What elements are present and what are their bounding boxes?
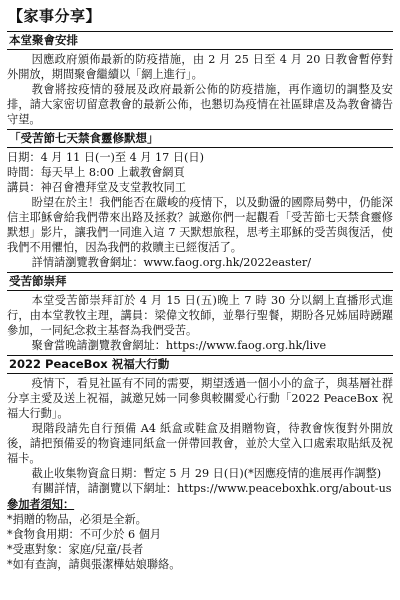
section-gathering-arrangements <box>7 31 393 127</box>
peacebox-link[interactable]: 有關詳情，請瀏覽以下網址：https://www.peaceboxhk.org/about-us <box>31 482 392 495</box>
gathering-paragraph-1: 因應政府頒佈最新的防疫措施，由 2 月 25 日至 4 月 20 日教會暫停對外開放，期間聚會繼續以「網上進行」。 <box>7 53 393 81</box>
section-good-friday-service <box>7 272 393 353</box>
section-peacebox <box>7 355 393 496</box>
gathering-paragraph-2: 教會將按疫情的發展及政府最新公佈的防疫措施，再作適切的調整及安排，請大家密切留意教會的最新公佈，也懇切為疫情在社區肆虐及為教會禱告守望。 <box>7 83 393 126</box>
peacebox-deadline: 截止收集物資盒日期：暫定 5 月 29 日(日)(*因應疫情的進展再作調整) <box>31 467 382 480</box>
page-title: 【家事分享】 <box>8 7 102 25</box>
participant-notes <box>7 497 393 572</box>
notes-item: *食物食用期：不可少於 6 個月 <box>7 528 162 541</box>
notes-item: *捐贈的物品，必須是全新。 <box>7 513 147 526</box>
fasting-time: 時間：每天早上 8:00 上載教會網頁 <box>7 166 185 179</box>
notes-item: *如有查詢，請與張潔樺姑娘聯絡。 <box>7 558 181 571</box>
section-heading-peacebox: 2022 PeaceBox 祝福大行動 <box>7 355 393 374</box>
fasting-link[interactable]: 詳情請瀏覽教會網址：www.faog.org.hk/2022easter/ <box>31 256 312 269</box>
good-friday-body: 本堂受苦節崇拜訂於 4 月 15 日(五)晚上 7 時 30 分以網上直播形式進行，由本堂教牧主理，講員：梁偉文牧師，並舉行聖餐，期盼各兄姊屆時踴躍參加，一同紀念救主基督為我們受苦。 <box>7 294 393 337</box>
section-heading-good-friday: 受苦節崇拜 <box>7 272 393 291</box>
notes-item: *受惠對象：家庭/兒童/長者 <box>7 543 144 556</box>
fasting-date: 日期：4 月 11 日(一)至 4 月 17 日(日) <box>7 151 204 164</box>
good-friday-link[interactable]: 聚會當晚請瀏覽教會網址：https://www.faog.org.hk/live <box>31 339 327 352</box>
peacebox-body-2: 現階段請先自行預備 A4 紙盒或鞋盒及捐贈物資，待教會恢復對外開放後，請把預備妥的物資連同紙盒一併帶回教會，並於大堂入口處索取貼紙及祝福卡。 <box>7 422 393 465</box>
section-heading-fasting: 「受苦節七天禁食靈修默想」 <box>7 129 393 148</box>
section-heading-gathering: 本堂聚會安排 <box>7 31 393 50</box>
fasting-speaker: 講員：神召會禮拜堂及支堂教牧同工 <box>7 181 187 194</box>
fasting-body: 盼望在於主！我們能否在嚴峻的疫情下，以及動盪的國際局勢中，仍能深信主耶穌會給我們帶來出路及拯救？誠邀你們一起觀看「受苦節七天禁食靈修默想」影片，讓我們一同進入這 7 天默想旅程，思考主耶穌的受苦與復活，使我們不用懼怕，因為我們的救贖主已經復活了。 <box>7 196 393 254</box>
notes-title: 參加者須知： <box>7 497 75 511</box>
section-fasting-meditation <box>7 129 393 270</box>
peacebox-body-1: 疫情下，看見社區有不同的需要，期望透過一個小小的盒子，與基層社群分享主愛及送上祝福，誠邀兄姊一同參與較關愛心行動「2022 PeaceBox 祝福大行動」。 <box>7 377 393 420</box>
